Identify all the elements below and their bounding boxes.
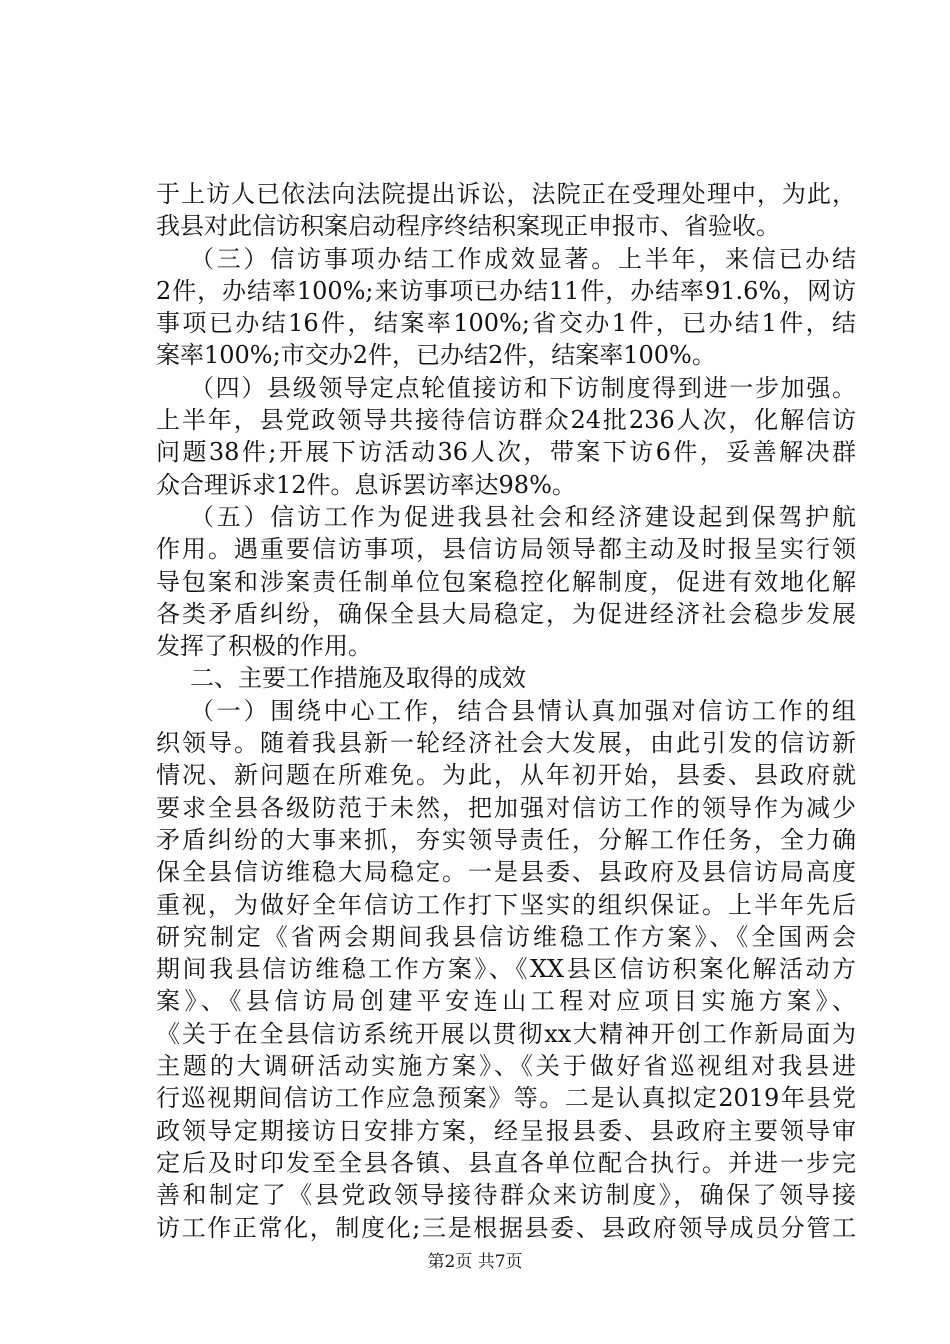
text-line: 导包案和涉案责任制单位包案稳控化解制度，促进有效地化解: [156, 567, 856, 596]
text-line: 问题38件;开展下访活动36人次，带案下访6件，妥善解决群: [156, 438, 856, 467]
text-line: 要求全县各级防范于未然，把加强对信访工作的领导作为减少: [156, 793, 856, 822]
document-body: [156, 178, 856, 1244]
page-footer: [0, 1250, 950, 1274]
page-number: 第2页 共7页: [427, 1252, 523, 1272]
text-line: 定后及时印发至全县各镇、县直各单位配合执行。并进一步完: [156, 1148, 856, 1177]
text-line: 各类矛盾纠纷，确保全县大局稳定，为促进经济社会稳步发展: [156, 599, 856, 628]
text-line: （一）围绕中心工作，结合县情认真加强对信访工作的组: [190, 696, 856, 725]
text-line: 重视，为做好全年信访工作打下坚实的组织保证。上半年先后: [156, 890, 856, 919]
text-line: 作用。遇重要信访事项，县信访局领导都主动及时报呈实行领: [156, 535, 856, 564]
text-line: 上半年，县党政领导共接待信访群众24批236人次，化解信访: [156, 406, 856, 435]
text-line: 案率100%;市交办2件，已办结2件，结案率100%。: [156, 341, 716, 370]
text-line: 发挥了积极的作用。: [156, 632, 372, 661]
text-line: 众合理诉求12件。息诉罢访率达98%。: [156, 470, 576, 499]
text-line: 期间我县信访维稳工作方案》、《XX县区信访积案化解活动方: [156, 955, 856, 984]
text-line: （五）信访工作为促进我县社会和经济建设起到保驾护航: [190, 502, 856, 531]
section-heading: 二、主要工作措施及取得的成效: [190, 664, 526, 693]
text-line: 事项已办结16件，结案率100%;省交办1件，已办结1件，结: [156, 309, 856, 338]
text-line: 善和制定了《县党政领导接待群众来访制度》，确保了领导接: [156, 1181, 856, 1210]
text-line: 访工作正常化，制度化;三是根据县委、县政府领导成员分管工: [156, 1213, 856, 1242]
text-line: 案》、《县信访局创建平安连山工程对应项目实施方案》、: [156, 987, 856, 1016]
text-line: 研究制定《省两会期间我县信访维稳工作方案》、《全国两会: [156, 922, 856, 951]
text-line: 保全县信访维稳大局稳定。一是县委、县政府及县信访局高度: [156, 858, 856, 887]
text-line: （三）信访事项办结工作成效显著。上半年，来信已办结: [190, 244, 856, 273]
text-line: 政领导定期接访日安排方案，经呈报县委、县政府主要领导审: [156, 1116, 856, 1145]
text-line: 情况、新问题在所难免。为此，从年初开始，县委、县政府就: [156, 761, 856, 790]
text-line: 矛盾纠纷的大事来抓，夯实领导责任，分解工作任务，全力确: [156, 825, 856, 854]
text-line: 织领导。随着我县新一轮经济社会大发展，由此引发的信访新: [156, 729, 856, 758]
text-line: 我县对此信访积案启动程序终结积案现正申报市、省验收。: [156, 212, 780, 241]
text-line: 行巡视期间信访工作应急预案》等。二是认真拟定2019年县党: [156, 1084, 856, 1113]
text-line: 《关于在全县信访系统开展以贯彻xx大精神开创工作新局面为: [156, 1019, 856, 1048]
text-line: （四）县级领导定点轮值接访和下访制度得到进一步加强。: [190, 373, 856, 402]
text-line: 2件，办结率100%;来访事项已办结11件，办结率91.6%，网访: [156, 276, 856, 305]
text-line: 主题的大调研活动实施方案》、《关于做好省巡视组对我县进: [156, 1052, 856, 1081]
text-line: 于上访人已依法向法院提出诉讼，法院正在受理处理中，为此，: [156, 180, 856, 208]
